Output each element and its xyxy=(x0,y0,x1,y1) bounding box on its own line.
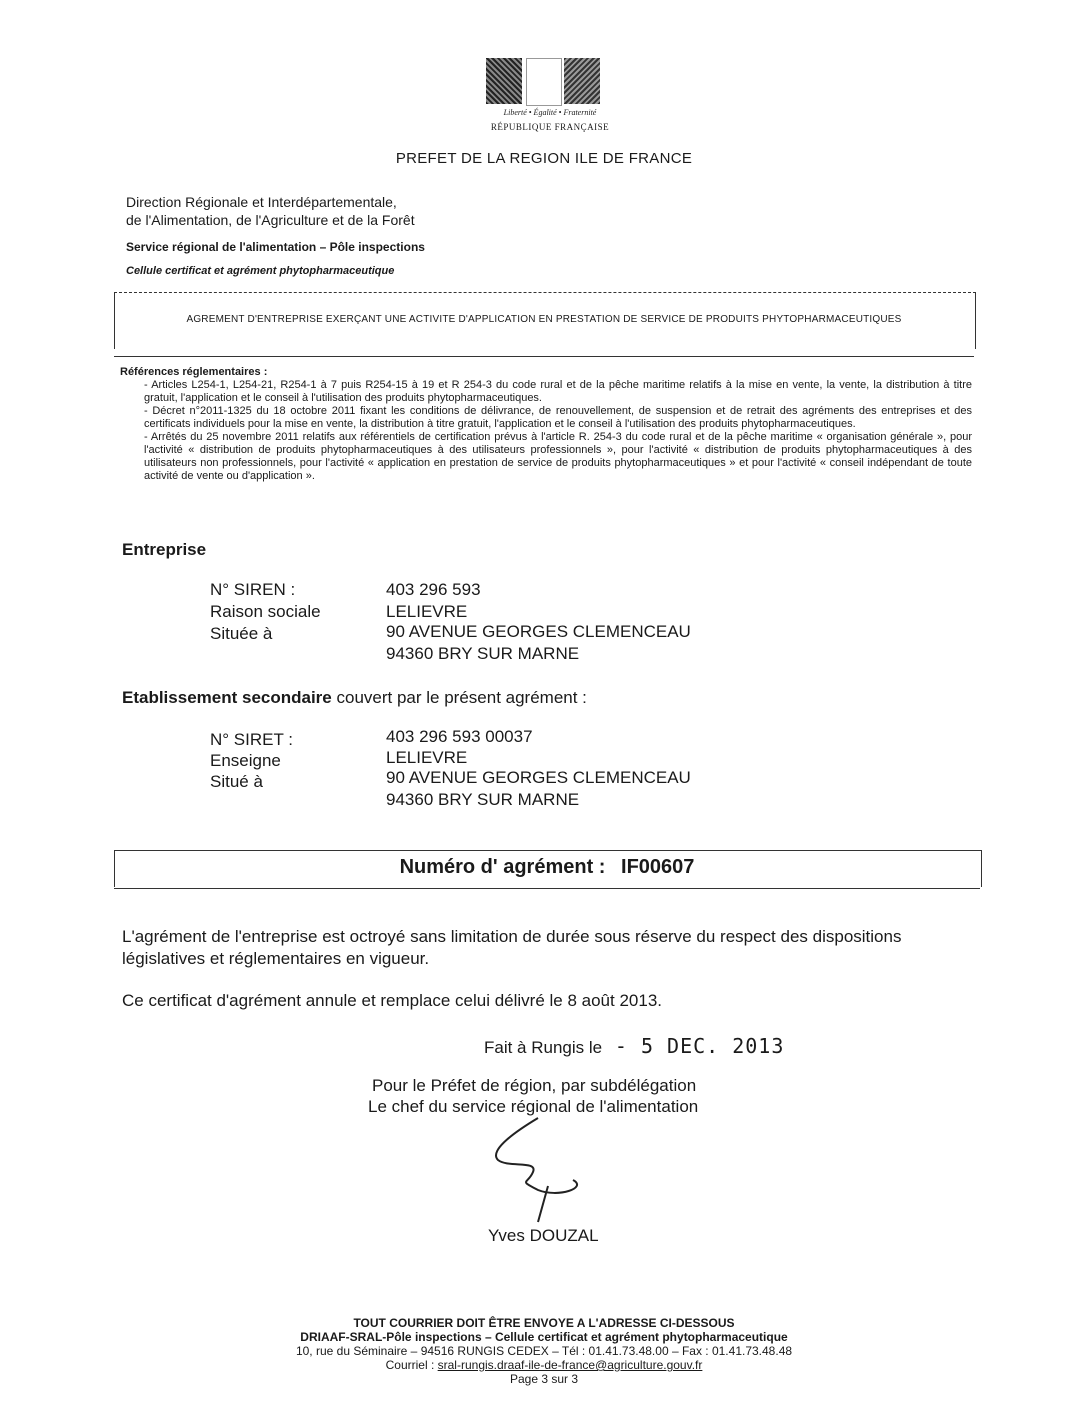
prefet-heading: PREFET DE LA REGION ILE DE FRANCE xyxy=(395,150,693,167)
entreprise-address-1: 90 AVENUE GEORGES CLEMENCEAU xyxy=(386,622,691,641)
logo-republic: RÉPUBLIQUE FRANÇAISE xyxy=(490,122,610,132)
logo-right-panel xyxy=(564,58,600,104)
enseigne-value: LELIEVRE xyxy=(386,748,468,767)
fait-a-label: Fait à Rungis le xyxy=(484,1038,603,1057)
cellule-line: Cellule certificat et agrément phytopharmaceutique xyxy=(126,265,395,277)
footer xyxy=(0,1316,1088,1386)
body-paragraph-1: L'agrément de l'entreprise est octroyé sans limitation de durée sous réserve du respect des dispositions législatives et réglementaires en vigueur. xyxy=(122,927,902,968)
delegation-line-1: Pour le Préfet de région, par subdélégation xyxy=(372,1076,697,1095)
body-paragraph-2: Ce certificat d'agrément annule et remplace celui délivré le 8 août 2013. xyxy=(122,991,662,1010)
service-line: Service régional de l'alimentation – Pôle inspections xyxy=(126,240,425,254)
courriel-label: Courriel : xyxy=(385,1358,438,1372)
date-stamp: - 5 DEC. 2013 xyxy=(614,1034,785,1058)
reference-item: - Décret n°2011-1325 du 18 octobre 2011 fixant les conditions de délivrance, de renouvellement, de suspension et de retrait des agréments des entreprises et des certificats individuels pour la mise en vente, la distribution à titre gratuit, l'application et le conseil à l'utilisation des produits phytopharmaceutiques. xyxy=(144,405,972,430)
marianne-image xyxy=(486,58,522,104)
raison-sociale-label: Raison sociale xyxy=(210,602,321,621)
situe-label: Situé à xyxy=(210,772,263,791)
footer-line-1: TOUT COURRIER DOIT ÊTRE ENVOYE A L'ADRESSE CI-DESSOUS xyxy=(353,1316,735,1330)
agrement-label: Numéro d' agrément : xyxy=(399,856,606,878)
footer-courriel xyxy=(0,1358,1088,1372)
title-box-rule xyxy=(114,356,974,357)
agrement-number: IF00607 xyxy=(621,856,695,878)
footer-line-3: 10, rue du Séminaire – 94516 RUNGIS CEDEX – Tél : 01.41.73.48.00 – Fax : 01.41.73.48.48 xyxy=(295,1344,793,1358)
fait-a-line xyxy=(484,1034,784,1058)
reference-item: - Arrêtés du 25 novembre 2011 relatifs aux référentiels de certification prévus à l'article R. 254-3 du code rural et de la pêche maritime « organisation générale », pour l'activité « distribution de produits phytopharmaceutiques à des utilisateurs professionnels », pour l'activité « distribution de produits phytopharmaceutiques à des utilisateurs non professionnels, pour l'activité « application en prestation de service de produits phytopharmaceutiques » et pour l'activité « conseil indépendant de toute activité de vente ou d'application ». xyxy=(144,431,972,482)
raison-sociale-value: LELIEVRE xyxy=(386,602,468,621)
delegation-line-2: Le chef du service régional de l'alimentation xyxy=(368,1097,699,1116)
logo-center-panel xyxy=(526,58,562,106)
agrement-box-rule xyxy=(114,888,980,889)
references-section xyxy=(120,366,972,483)
siret-label: N° SIRET : xyxy=(210,730,293,749)
agrement-number-line xyxy=(114,856,980,879)
direction-line-2: de l'Alimentation, de l'Agriculture et de la Forêt xyxy=(126,212,415,228)
signatory-name: Yves DOUZAL xyxy=(488,1226,599,1245)
entreprise-heading: Entreprise xyxy=(122,540,207,559)
footer-line-2: DRIAAF-SRAL-Pôle inspections – Cellule certificat et agrément phytopharmaceutique xyxy=(300,1330,788,1344)
etablissement-heading xyxy=(122,688,587,708)
logo-motto: Liberté • Égalité • Fraternité xyxy=(503,108,597,117)
siren-label: N° SIREN : xyxy=(210,580,296,599)
republique-francaise-logo xyxy=(486,58,614,138)
references-heading: Références réglementaires : xyxy=(120,366,268,378)
reference-item: - Articles L254-1, L254-21, R254-1 à 7 puis R254-15 à 19 et R 254-3 du code rural et de la pêche maritime relatifs à la mise en vente, la vente, la distribution à titre gratuit, l'application et le conseil à l'utilisation des produits phytopharmaceutiques. xyxy=(144,379,972,404)
enseigne-label: Enseigne xyxy=(210,751,281,770)
document-title: AGREMENT D'ENTREPRISE EXERÇANT UNE ACTIVITE D'APPLICATION EN PRESTATION DE SERVICE DE PRODUITS PHYTOPHARMACEUTIQUES xyxy=(186,314,902,325)
etablissement-heading-bold: Etablissement secondaire xyxy=(122,688,332,707)
etablissement-address-2: 94360 BRY SUR MARNE xyxy=(386,790,580,809)
etablissement-address-1: 90 AVENUE GEORGES CLEMENCEAU xyxy=(386,768,691,787)
handwritten-signature xyxy=(478,1110,598,1230)
situee-label: Située à xyxy=(210,624,273,643)
direction-line-1: Direction Régionale et Interdépartementale, xyxy=(126,194,397,210)
email-link[interactable]: sral-rungis.draaf-ile-de-france@agriculture.gouv.fr xyxy=(437,1358,703,1372)
siret-value: 403 296 593 00037 xyxy=(386,727,533,746)
entreprise-address-2: 94360 BRY SUR MARNE xyxy=(386,644,580,663)
siren-value: 403 296 593 xyxy=(386,580,481,599)
etablissement-heading-rest: couvert par le présent agrément : xyxy=(331,688,587,707)
page-number: Page 3 sur 3 xyxy=(509,1372,579,1386)
